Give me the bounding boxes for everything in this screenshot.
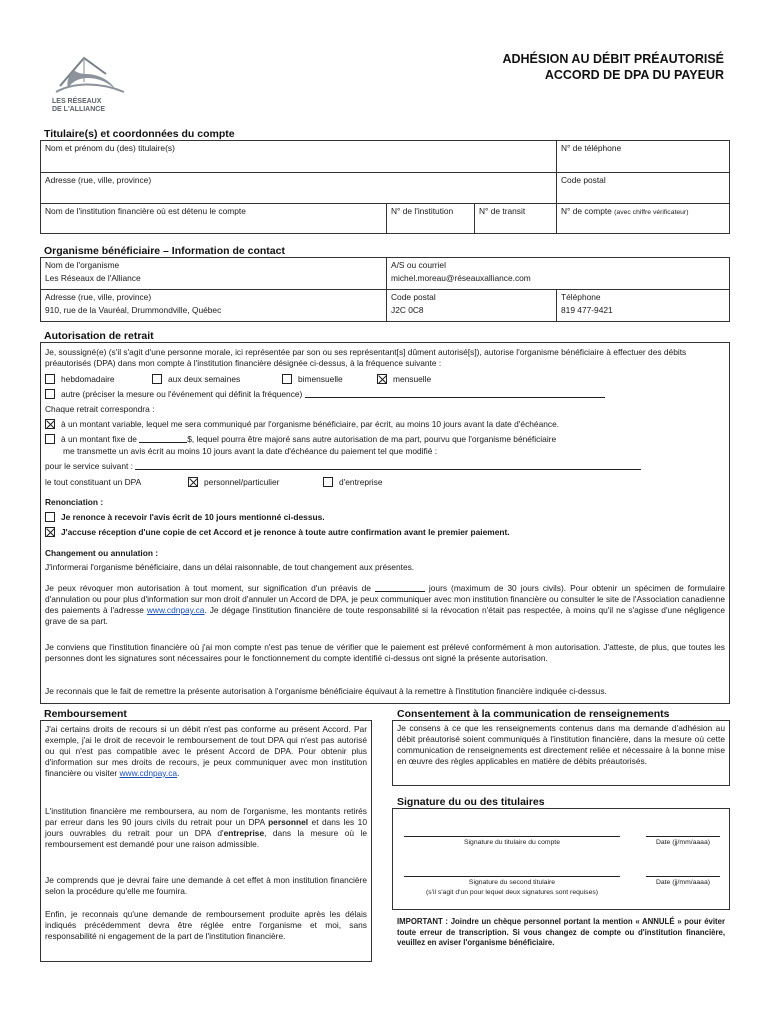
fixed-amount-checkbox[interactable] [45, 434, 55, 444]
institution-name-field[interactable] [41, 204, 387, 233]
org-postal-cell [387, 290, 557, 321]
date2-line[interactable] [646, 876, 720, 877]
changes-p2-a: Je peux révoquer mon autorisation à tout moment, sur signification d'un préavis de [45, 583, 371, 593]
account-number-label: N° de compte [561, 206, 612, 216]
dpa-personal-row [188, 477, 279, 487]
changes-p1: J'informerai l'organisme bénéficiaire, dans un délai raisonnable, de tout changement aux présentes. [45, 562, 415, 572]
freq-semimonthly-label: bimensuelle [298, 374, 343, 384]
logo-text-line1: LES RÉSEAUX [52, 98, 102, 106]
dpa-personal-label: personnel/particulier [204, 477, 280, 487]
consent-text: Je consens à ce que les renseignements contenus dans ma demande d'adhésion au débit préautorisé soient communiqués à l'institution financière, dans la mesure où cette communication de renseignements est directement reliée et nécessaire à la bonne mise en œuvre des règles applicables en matière de débits préautorisés. [397, 723, 725, 766]
holders-heading: Titulaire(s) et coordonnées du compte [44, 128, 235, 140]
freq-weekly-label: hebdomadaire [61, 374, 115, 384]
service-label: pour le service suivant : [45, 461, 133, 471]
waiver-notice-row [45, 512, 325, 522]
institution-number-label: N° de l'institution [391, 206, 454, 216]
org-phone-label: Téléphone [561, 292, 601, 302]
holder-address-field[interactable] [41, 173, 557, 204]
org-address-value: 910, rue de la Vauréal, Drummondville, Québec [45, 305, 222, 316]
institution-name-label: Nom de l'institution financière où est détenu le compte [45, 206, 246, 216]
org-address-cell [41, 290, 387, 321]
important-note: IMPORTANT : Joindre un chèque personnel portant la mention « ANNULÉ » pour éviter toute erreur de transcription. Si vous changez de compte ou d'institution financière, veuillez en aviser l'organisme bénéficiaire. [397, 917, 725, 947]
variable-amount-row [45, 419, 559, 429]
dpa-business-row [323, 477, 383, 487]
changes-p2 [45, 583, 725, 627]
signature1-label: Signature du titulaire du compte [464, 839, 560, 846]
freq-semimonthly-checkbox[interactable] [282, 374, 292, 384]
freq-monthly-checkbox[interactable] [377, 374, 387, 384]
waiver-receipt-checkbox[interactable] [45, 527, 55, 537]
signature1-line[interactable] [404, 836, 620, 837]
org-postal-value: J2C 0C8 [391, 305, 424, 316]
refund-p2-bold1: personnel [268, 817, 309, 827]
logo-graphic-icon [50, 52, 130, 96]
freq-monthly-label: mensuelle [393, 374, 432, 384]
date1-line[interactable] [646, 836, 720, 837]
holder-address-label: Adresse (rue, ville, province) [45, 175, 152, 185]
org-postal-label: Code postal [391, 292, 436, 302]
freq-semimonthly-row [282, 374, 343, 384]
refund-p2 [45, 806, 367, 850]
service-input[interactable] [135, 461, 641, 470]
logo-text-line2: DE L'ALLIANCE [52, 106, 105, 114]
waiver-heading: Renonciation : [45, 497, 104, 507]
freq-other-row [45, 389, 605, 399]
title-line2: ACCORD DE DPA DU PAYEUR [544, 68, 724, 82]
dpa-business-label: d'entreprise [339, 477, 383, 487]
page-title [502, 51, 724, 83]
changes-p2-b: jours (maximum de 30 jours civils). Pour obtenir un spécimen de formulaire d'annulation ou pour plus d'information sur mon droit d'annuler un Accord de DPA, je peux communiquer avec mon institution financière ou consulter le site de l'Association canadienne des paiements à l'adresse [45, 583, 725, 615]
signature2-hint: (s'il s'agit d'un pour lequel deux signatures sont requises) [425, 889, 599, 896]
org-contact-value: michel.moreau@réseauxalliance.com [391, 273, 531, 284]
dpa-business-checkbox[interactable] [323, 477, 333, 487]
frequency-row [45, 374, 115, 384]
date1-label: Date (jj/mm/aaaa) [655, 839, 710, 846]
transit-number-label: N° de transit [479, 206, 526, 216]
each-withdrawal-label: Chaque retrait correspondra : [45, 404, 155, 414]
authorization-intro: Je, soussigné(e) (s'il s'agit d'une personne morale, ici représentée par son ou ses représentant[s] dûment autorisé[s]), autorise l'organisme bénéficiaire à effectuer des débits préautorisés (DPA) dans mon compte à l'institution financière désignée ci-dessus, à la fréquence suivante : [45, 347, 687, 368]
account-number-hint: (avec chiffre vérificateur) [614, 209, 689, 216]
refund-p2-b: et dans les 10 jours ouvrables du retrait pour un DPA d' [45, 817, 367, 838]
waiver-receipt-row [45, 527, 510, 537]
cdnpay-link[interactable]: www.cdnpay.ca [146, 605, 205, 615]
waiver-notice-checkbox[interactable] [45, 512, 55, 522]
fixed-amount-label-b: $, lequel pourra être majoré sans autre autorisation de ma part, pourvu que l'organisme bénéficiaire [187, 434, 557, 444]
holder-name-label: Nom et prénom du (des) titulaire(s) [45, 143, 175, 153]
changes-p4: Je reconnais que le fait de remettre la présente autorisation à l'organisme bénéficiaire équivaut à la remettre à l'institution financière indiquée ci-dessus. [45, 686, 607, 696]
freq-other-input[interactable] [305, 389, 605, 398]
org-name-value: Les Réseaux de l'Alliance [45, 273, 141, 284]
freq-biweekly-row [152, 374, 240, 384]
refund-p3: Je comprends que je devrai faire une demande à cet effet à mon institution financière selon la procédure qu'elle me fournira. [45, 875, 367, 896]
changes-p2-c: . Je dégage l'institution financière de toute responsabilité si la révocation n'était pas respectée, à moins qu'il ne s'agisse d'une négligence grave de sa part. [45, 605, 725, 626]
refund-cdnpay-link[interactable]: www.cdnpay.ca [119, 768, 178, 778]
date2-label: Date (jj/mm/aaaa) [655, 879, 710, 886]
changes-heading: Changement ou annulation : [45, 548, 159, 558]
org-name-label: Nom de l'organisme [45, 260, 120, 270]
fixed-amount-label-c: me transmette un avis écrit au moins 10 jours avant la date d'échéance du paiement tel que modifié : [63, 446, 438, 456]
account-number-field[interactable] [557, 204, 729, 233]
holder-phone-label: N° de téléphone [561, 143, 622, 153]
holders-table [40, 140, 730, 234]
holder-postal-field[interactable] [557, 173, 729, 204]
org-address-label: Adresse (rue, ville, province) [45, 292, 152, 302]
dpa-personal-checkbox[interactable] [188, 477, 198, 487]
refund-p2-c: , dans la mesure où le remboursement est demandé pour une raison admissible. [45, 828, 368, 849]
signature2-line[interactable] [404, 876, 620, 877]
refund-p1-text: J'ai certains droits de recours si un débit n'est pas conforme au présent Accord. Par exemple, j'ai le droit de recevoir le remboursement de tout DPA qui n'est pas autorisé ou qui n'est pas compatible avec le présent Accord de DPA. Pour obtenir plus d'information sur mes droits de recours, je peux communiquer avec mon institution financière ou visiter [45, 724, 367, 778]
dpa-type-label: le tout constituant un DPA [45, 477, 142, 487]
freq-monthly-row [377, 374, 431, 384]
freq-other-label: autre (préciser la mesure ou l'événement qui définit la fréquence) [61, 389, 303, 399]
org-contact-cell [387, 258, 729, 290]
refund-p4: Enfin, je reconnais qu'une demande de remboursement produite après les délais indiqués précédemment devra être réglée entre l'organisme et moi, sans responsabilité ni engagement de la part de l'institution financière. [45, 909, 367, 941]
consent-heading: Consentement à la communication de renseignements [397, 708, 670, 720]
logo [50, 52, 130, 118]
org-contact-label: A/S ou courriel [391, 260, 446, 270]
freq-biweekly-checkbox[interactable] [152, 374, 162, 384]
waiver-notice-label: Je renonce à recevoir l'avis écrit de 10 jours mentionné ci-dessus. [61, 512, 325, 522]
waiver-receipt-label: J'accuse réception d'une copie de cet Accord et je renonce à toute autre confirmation avant le premier paiement. [61, 527, 510, 537]
variable-amount-checkbox[interactable] [45, 419, 55, 429]
freq-biweekly-label: aux deux semaines [168, 374, 241, 384]
changes-p3: Je conviens que l'institution financière où j'ai mon compte n'est pas tenue de vérifier que le paiement est prélevé conformément à mon autorisation. J'atteste, de plus, que toutes les personnes dont les signatures sont nécessaires pour le fonctionnement du compte identifié ci-dessus ont signé la présente autorisation. [45, 642, 725, 663]
freq-other-checkbox[interactable] [45, 389, 55, 399]
freq-weekly-checkbox[interactable] [45, 374, 55, 384]
refund-p2-a: L'institution financière me remboursera, au nom de l'organisme, les montants retirés par erreur dans les 90 jours civils du retrait pour un DPA [45, 806, 367, 827]
fixed-amount-row [45, 434, 556, 444]
fixed-amount-label-a: à un montant fixe de [61, 434, 137, 444]
signature2-label: Signature du second titulaire [468, 879, 556, 886]
beneficiary-table [40, 257, 730, 322]
refund-p1: J'ai certains droits de recours si un débit n'est pas conforme au présent Accord. Par exemple, j'ai le droit de recevoir le remboursement de tout DPA qui n'est pas autorisé ou qui n'est pas compatible avec le présent Accord de DPA. Pour obtenir plus d'information sur mes droits de recours, je peux communiquer avec mon institution financière ou visiter www.cdnpay.ca. [45, 724, 367, 778]
title-line1: ADHÉSION AU DÉBIT PRÉAUTORISÉ [502, 52, 724, 66]
org-phone-cell [557, 290, 729, 321]
fixed-amount-input[interactable] [139, 434, 187, 443]
service-row [45, 461, 641, 471]
holder-phone-field[interactable] [557, 141, 729, 173]
holder-postal-label: Code postal [561, 175, 606, 185]
transit-number-field[interactable] [475, 204, 557, 233]
authorization-heading: Autorisation de retrait [44, 330, 154, 342]
signatures-heading: Signature du ou des titulaires [397, 796, 545, 808]
institution-number-field[interactable] [387, 204, 475, 233]
org-phone-value: 819 477-9421 [561, 305, 613, 316]
notice-days-input[interactable] [375, 583, 425, 592]
variable-amount-label: à un montant variable, lequel me sera communiqué par l'organisme bénéficiaire, par écrit, au moins 10 jours avant la date d'échéance. [61, 419, 560, 429]
org-name-cell [41, 258, 387, 290]
holder-name-field[interactable] [41, 141, 557, 173]
refund-p2-bold2: entreprise [223, 828, 265, 838]
beneficiary-heading: Organisme bénéficiaire – Information de contact [44, 245, 285, 257]
refund-heading: Remboursement [44, 708, 127, 720]
